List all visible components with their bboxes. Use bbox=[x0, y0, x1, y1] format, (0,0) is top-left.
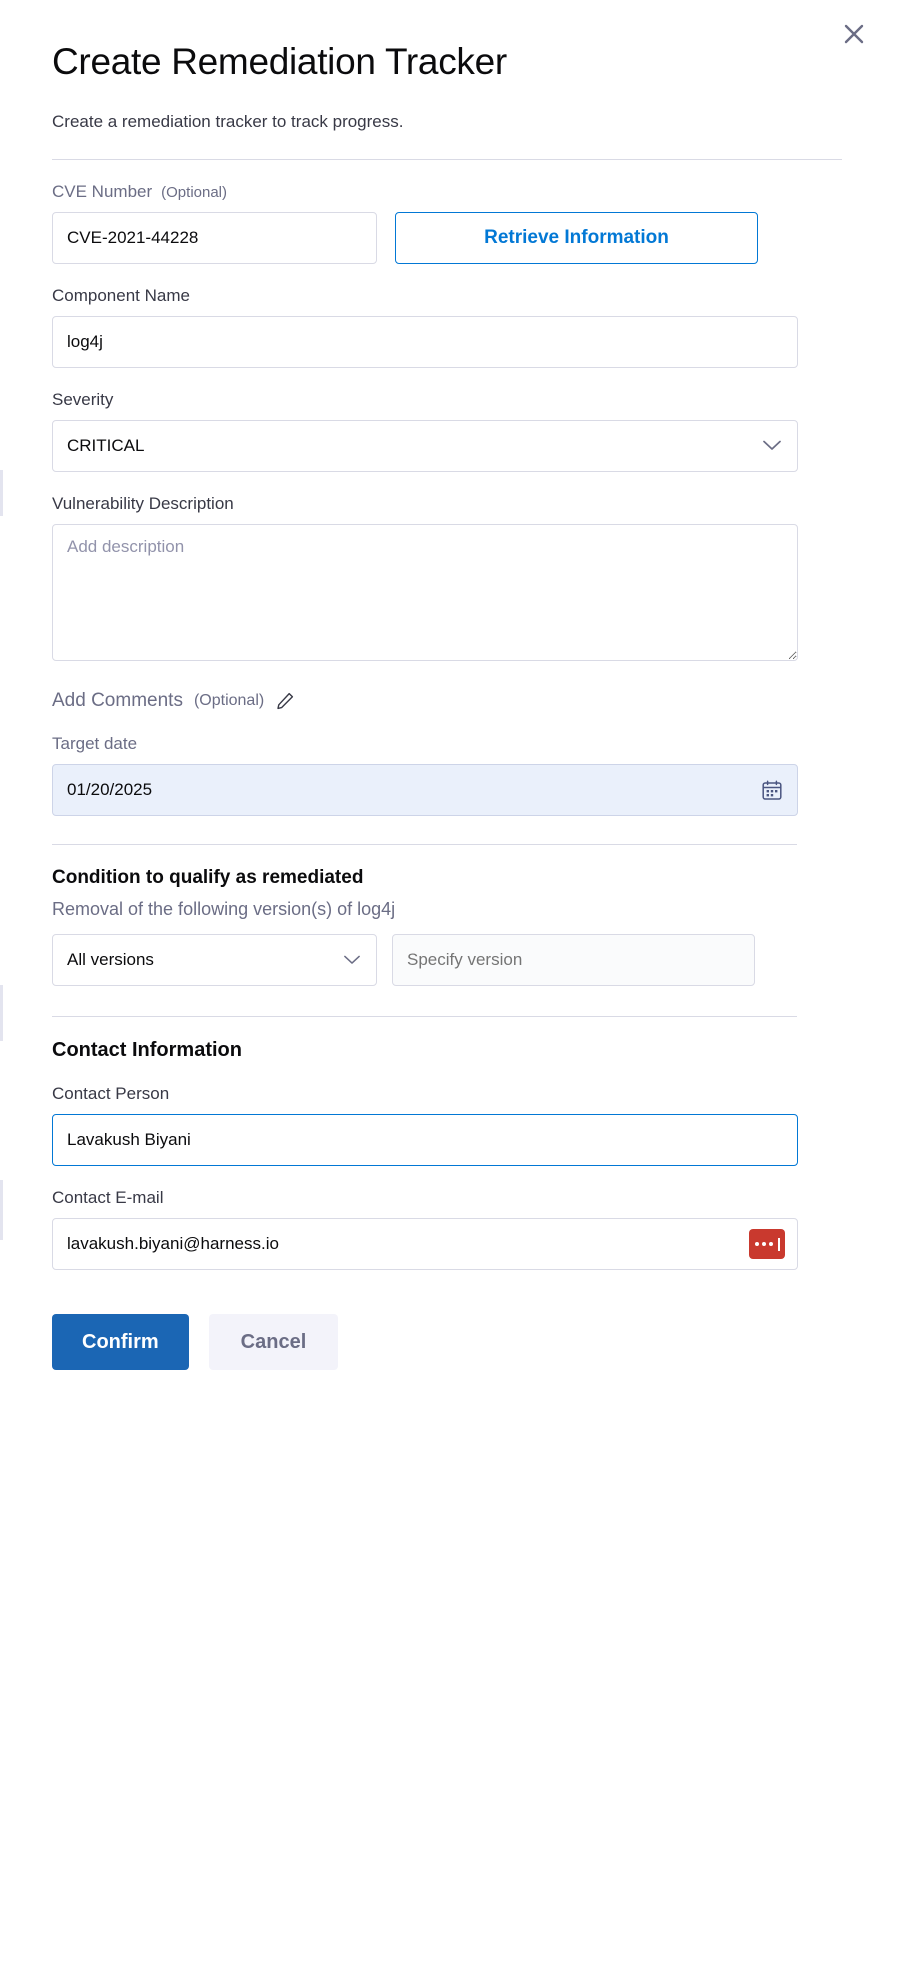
contact-email-field bbox=[52, 1188, 850, 1270]
rail-mark bbox=[0, 470, 3, 516]
close-icon[interactable] bbox=[834, 14, 874, 54]
condition-title: Condition to qualify as remediated bbox=[52, 867, 364, 889]
divider bbox=[52, 844, 797, 845]
cve-number-field bbox=[52, 182, 850, 264]
cve-number-label bbox=[52, 182, 850, 202]
contact-person-input[interactable] bbox=[52, 1114, 798, 1166]
divider bbox=[52, 1016, 797, 1017]
divider bbox=[52, 159, 842, 160]
component-name-field bbox=[52, 286, 850, 368]
chevron-down-icon bbox=[344, 950, 360, 970]
dialog-actions bbox=[52, 1314, 850, 1430]
condition-subtitle: Removal of the following version(s) of log4j bbox=[52, 899, 396, 920]
severity-label: Severity bbox=[52, 390, 114, 410]
target-date-input[interactable] bbox=[52, 764, 798, 816]
version-row bbox=[52, 934, 850, 986]
component-name-label: Component Name bbox=[52, 286, 190, 306]
page-title: Create Remediation Tracker bbox=[52, 41, 507, 82]
add-comments-label: Add Comments bbox=[52, 690, 183, 712]
component-name-input[interactable] bbox=[52, 316, 798, 368]
condition-section bbox=[52, 867, 850, 986]
vulnerability-description-label: Vulnerability Description bbox=[52, 494, 234, 514]
contact-person-label: Contact Person bbox=[52, 1084, 170, 1104]
target-date-label: Target date bbox=[52, 734, 138, 754]
severity-selected-value: CRITICAL bbox=[67, 436, 145, 456]
add-comments-optional-text: (Optional) bbox=[193, 692, 265, 710]
password-dots-icon[interactable] bbox=[749, 1229, 785, 1259]
contact-person-field bbox=[52, 1084, 850, 1166]
rail-mark bbox=[0, 985, 3, 1041]
contact-information-section bbox=[52, 1039, 850, 1062]
close-icon-glyph bbox=[841, 21, 867, 47]
calendar-icon[interactable] bbox=[761, 779, 783, 801]
vulnerability-description-textarea[interactable] bbox=[52, 524, 798, 661]
target-date-field bbox=[52, 734, 850, 816]
vulnerability-description-field bbox=[52, 494, 850, 666]
rail-mark bbox=[0, 1180, 3, 1240]
cancel-button[interactable]: Cancel bbox=[209, 1314, 339, 1370]
severity-field bbox=[52, 390, 850, 472]
version-scope-value: All versions bbox=[67, 950, 154, 970]
retrieve-information-button[interactable]: Retrieve Information bbox=[395, 212, 758, 264]
dialog-subtitle: Create a remediation tracker to track progress. bbox=[52, 112, 404, 132]
cve-number-input[interactable] bbox=[52, 212, 377, 264]
cve-number-label-text: CVE Number bbox=[52, 182, 153, 202]
contact-email-input-wrapper[interactable] bbox=[52, 1218, 798, 1270]
contact-email-label: Contact E-mail bbox=[52, 1188, 164, 1208]
confirm-button[interactable]: Confirm bbox=[52, 1314, 189, 1370]
version-scope-select[interactable] bbox=[52, 934, 377, 986]
chevron-down-icon bbox=[763, 436, 781, 456]
target-date-value: 01/20/2025 bbox=[67, 780, 153, 800]
pencil-icon[interactable] bbox=[275, 691, 295, 711]
cve-number-row bbox=[52, 212, 850, 264]
cve-number-optional-text: (Optional) bbox=[161, 183, 227, 201]
contact-information-title: Contact Information bbox=[52, 1039, 242, 1062]
severity-select[interactable] bbox=[52, 420, 798, 472]
specify-version-input[interactable] bbox=[392, 934, 755, 986]
contact-email-value: lavakush.biyani@harness.io bbox=[67, 1234, 279, 1254]
add-comments-row bbox=[52, 690, 850, 712]
